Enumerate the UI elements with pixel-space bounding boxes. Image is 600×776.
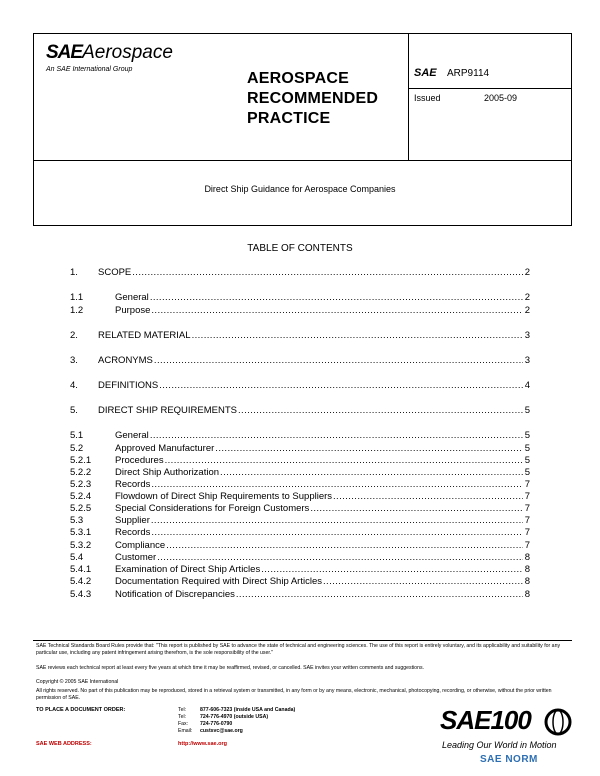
toc-title: General	[115, 430, 149, 441]
toc-page: 2	[524, 292, 530, 303]
contact-label: Tel:	[178, 714, 187, 720]
rights-statement: All rights reserved. No part of this publication may be reproduced, stored in a retrieval system or transmitted, in any form or by any means, electronic, mechanical, photocopying, recording, or otherwise, without the prior written permission of SAE.	[36, 688, 552, 701]
toc-title: Direct Ship Authorization	[115, 467, 220, 478]
toc-number: 5.4.1	[70, 564, 92, 575]
toc-leader	[150, 292, 523, 304]
toc-leader	[220, 467, 523, 479]
footer-rule	[33, 640, 572, 641]
toc-entry	[70, 576, 530, 588]
toc-title: Procedures	[115, 455, 164, 466]
toc-page: 3	[524, 330, 530, 341]
toc-page: 7	[524, 479, 530, 490]
toc-entry	[70, 467, 530, 479]
toc-entry	[70, 589, 530, 601]
sae-tagline: Leading Our World in Motion	[442, 740, 557, 750]
toc-number: 5.2	[70, 443, 84, 454]
toc-title: Compliance	[115, 540, 166, 551]
toc-page: 7	[524, 515, 530, 526]
toc-title: Records	[115, 527, 151, 538]
sae100-wordmark: SAE100	[440, 705, 531, 735]
toc-number: 5.2.1	[70, 455, 92, 466]
toc-page: 2	[524, 305, 530, 316]
toc-number: 4.	[70, 380, 78, 391]
toc-heading: TABLE OF CONTENTS	[247, 243, 353, 254]
toc-page: 7	[524, 491, 530, 502]
toc-number: 5.2.2	[70, 467, 92, 478]
toc-title: Flowdown of Direct Ship Requirements to Suppliers	[115, 491, 333, 502]
toc-number: 5.4	[70, 552, 84, 563]
sae-norm-text: SAE NORM	[480, 754, 538, 765]
issued-label: Issued	[414, 93, 441, 103]
toc-page: 7	[524, 527, 530, 538]
toc-number: 5.3	[70, 515, 84, 526]
toc-entry	[70, 455, 530, 467]
contact-row	[178, 707, 378, 714]
toc-page: 3	[524, 355, 530, 366]
sae-small-mark: SAE	[414, 67, 437, 79]
contact-row	[178, 721, 378, 728]
logo-sae-text: SAE	[46, 42, 83, 63]
globe-icon	[540, 707, 576, 737]
toc-title: DIRECT SHIP REQUIREMENTS	[98, 405, 238, 416]
toc-title: Approved Manufacturer	[115, 443, 215, 454]
order-label: TO PLACE A DOCUMENT ORDER:	[36, 707, 126, 713]
contact-label: Email:	[178, 728, 193, 734]
toc-entry	[70, 491, 530, 503]
toc-page: 8	[524, 576, 530, 587]
toc-number: 2.	[70, 330, 78, 341]
contact-value: 724-776-4970 (outside USA)	[200, 714, 269, 720]
copyright: Copyright © 2005 SAE International	[36, 679, 119, 685]
contact-row	[178, 728, 378, 735]
toc-page: 8	[524, 552, 530, 563]
toc-entry	[70, 552, 530, 564]
toc-title: Customer	[115, 552, 157, 563]
toc-entry	[70, 292, 530, 304]
contact-label: Tel:	[178, 707, 187, 713]
document-title: Direct Ship Guidance for Aerospace Companies	[204, 184, 396, 194]
toc-leader	[236, 589, 523, 601]
toc-leader	[215, 443, 523, 455]
toc-number: 3.	[70, 355, 78, 366]
sae-norm-logo	[480, 749, 538, 767]
toc-leader	[192, 330, 523, 342]
toc-entry	[70, 405, 530, 417]
toc-leader	[310, 503, 523, 515]
toc-entry	[70, 380, 530, 392]
issued-date: 2005-09	[484, 93, 518, 103]
toc-leader	[150, 430, 523, 442]
toc-leader	[151, 479, 523, 491]
toc-title: RELATED MATERIAL	[98, 330, 191, 341]
toc-leader	[157, 552, 523, 564]
toc-title: Examination of Direct Ship Articles	[115, 564, 261, 575]
toc-leader	[166, 540, 523, 552]
toc-page: 5	[524, 455, 530, 466]
toc-leader	[132, 267, 523, 279]
toc-entry	[70, 330, 530, 342]
toc-number: 5.4.3	[70, 589, 92, 600]
toc-entry	[70, 267, 530, 279]
toc-number: 5.2.4	[70, 491, 92, 502]
doc-type-line-3: PRACTICE	[247, 110, 331, 127]
logo-subtitle: An SAE International Group	[46, 66, 133, 73]
sae-aerospace-logo	[46, 42, 173, 64]
toc-leader	[333, 491, 523, 503]
toc-title: Special Considerations for Foreign Customers	[115, 503, 310, 514]
web-address-label: SAE WEB ADDRESS:	[36, 741, 92, 747]
toc-number: 5.4.2	[70, 576, 92, 587]
toc-leader	[159, 380, 523, 392]
web-address-link[interactable]: http://www.sae.org	[178, 741, 227, 747]
toc-number: 1.1	[70, 292, 84, 303]
doc-type-line-2: RECOMMENDED	[247, 90, 379, 107]
toc-title: Notification of Discrepancies	[115, 589, 235, 600]
toc-number: 1.	[70, 267, 78, 278]
toc-leader	[151, 527, 523, 539]
toc-entry	[70, 305, 530, 317]
toc-title: General	[115, 292, 149, 303]
toc-title: Purpose	[115, 305, 151, 316]
logo-aerospace-text: Aerospace	[82, 42, 173, 63]
title-box-bottom-rule	[33, 225, 572, 226]
toc-page: 8	[524, 564, 530, 575]
toc-number: 5.3.2	[70, 540, 92, 551]
toc-leader	[151, 515, 523, 527]
toc-leader	[261, 564, 523, 576]
toc-page: 5	[524, 467, 530, 478]
toc-page: 8	[524, 589, 530, 600]
toc-entry	[70, 479, 530, 491]
toc-entry	[70, 503, 530, 515]
contact-list	[178, 707, 378, 735]
toc-page: 7	[524, 540, 530, 551]
toc-leader	[323, 576, 523, 588]
contact-row	[178, 714, 378, 721]
toc-entry	[70, 443, 530, 455]
toc-number: 1.2	[70, 305, 84, 316]
toc-page: 4	[524, 380, 530, 391]
toc-leader	[165, 455, 523, 467]
toc-number: 5.3.1	[70, 527, 92, 538]
toc-page: 5	[524, 405, 530, 416]
contact-value: 877-606-7323 (inside USA and Canada)	[200, 707, 296, 713]
toc-entry	[70, 430, 530, 442]
toc-title: SCOPE	[98, 267, 132, 278]
toc-title: Documentation Required with Direct Ship Articles	[115, 576, 322, 587]
toc-title: ACRONYMS	[98, 355, 153, 366]
toc-page: 7	[524, 503, 530, 514]
toc-title: Records	[115, 479, 151, 490]
toc-entry	[70, 540, 530, 552]
document-type	[247, 69, 378, 129]
toc-number: 5.1	[70, 430, 84, 441]
contact-value: 724-776-0790	[200, 721, 233, 727]
toc-entry	[70, 527, 530, 539]
toc-title: Supplier	[115, 515, 150, 526]
toc-leader	[238, 405, 523, 417]
document-number: ARP9114	[447, 68, 490, 79]
policy-statement: SAE Technical Standards Board Rules provide that: "This report is published by SAE to advance the state of technical and engineering sciences. The use of this report is entirely voluntary, and its applicability and suitability for any particular use, including any patent infringement arising therefrom, is the sole responsibility of the user."	[36, 643, 561, 656]
toc-title: DEFINITIONS	[98, 380, 159, 391]
contact-email[interactable]: custsvc@sae.org	[200, 728, 243, 734]
sae100-logo	[440, 705, 580, 745]
toc-number: 5.	[70, 405, 78, 416]
toc-entry	[70, 564, 530, 576]
toc-entry	[70, 515, 530, 527]
toc-number: 5.2.5	[70, 503, 92, 514]
toc-page: 5	[524, 430, 530, 441]
toc-page: 5	[524, 443, 530, 454]
toc-leader	[154, 355, 523, 367]
contact-label: Fax:	[178, 721, 189, 727]
review-statement: SAE reviews each technical report at least every five years at which time it may be reaffirmed, revised, or cancelled. SAE invites your written comments and suggestions.	[36, 665, 424, 671]
toc-page: 2	[524, 267, 530, 278]
doc-type-line-1: AEROSPACE	[247, 70, 349, 87]
toc-leader	[151, 305, 523, 317]
toc-number: 5.2.3	[70, 479, 92, 490]
toc-entry	[70, 355, 530, 367]
